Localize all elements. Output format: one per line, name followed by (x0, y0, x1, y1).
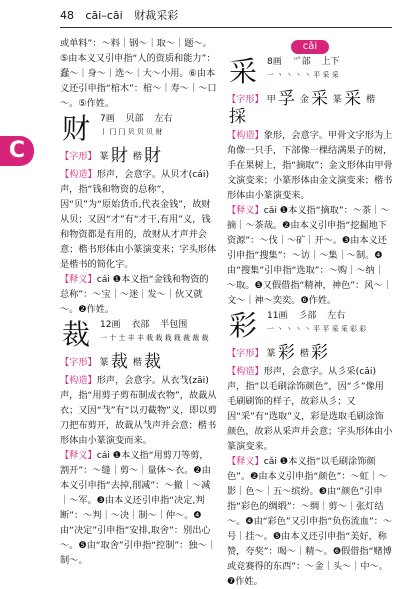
stroke-count: 7画 (100, 114, 115, 124)
stroke-order: 一 十 土 丰 丰 栽 栽 栽 栽 裁 裁 裁 (100, 334, 209, 342)
radical: 贝部 (125, 114, 144, 124)
headword-cai5: 彩 (229, 309, 258, 342)
gouzao-cai2: 【构造】形声，会意字。从贝才(cái)声，指“钱和物资的总称”，因“贝”为“原始货币,代表金钱”，故财从贝；又因“才”有“才干,有用”义，钱和物资都是有用的，故财从才声并会意；楷书形体由小篆演变来；字头形体是楷书的简化字。 (60, 169, 217, 270)
gouzao-cai4: 【构造】象形，会意字。甲骨文字形为上角像一只手，下部像一棵结满果子的树，手在果树上，指“摘取”；金文形体由甲骨文演变来；小篆形体由金文演变来；楷书形体由小篆演变来。 (227, 130, 393, 201)
seal-glyph: 財 (110, 146, 128, 166)
headword-cai3: 裁 (62, 318, 91, 351)
section-tag-gouzao: 【构造】 (227, 366, 264, 377)
pinyin-heading-row (227, 39, 393, 54)
section-tag-forms: 【字形】 (60, 151, 97, 162)
headword-cai4: 采 (229, 55, 258, 88)
section-tag-forms: 【字形】 (227, 94, 264, 105)
header-rule (60, 27, 392, 28)
stroke-count: 12画 (100, 320, 121, 330)
section-tag-gouzao: 【构造】 (60, 375, 97, 386)
section-tag-shiyi: 【释义】 (227, 205, 264, 216)
glyph-forms-cai3: 【字形】 篆 裁 楷 裁 (60, 352, 161, 372)
section-tag-shiyi: 【释义】 (227, 456, 264, 467)
regular-glyph: 裁 (143, 352, 161, 372)
oracle-glyph: 孚 (277, 89, 295, 109)
section-tag-forms: 【字形】 (227, 348, 264, 359)
gouzao-cai3: 【构造】形声，会意字。从衣𢦏(zāi)声，指“用剪子剪布制成衣物”，故裁从衣；又因“𢦏”有“以刃截物”义，即以剪刀把布剪开，故裁从𢦏声并会意；楷书形体由小篆演变而来。 (60, 375, 217, 446)
shiyi-cai5: 【释义】cǎi ❶本义指“以毛刷涂饰颜色”。❷由本义引申指“颜色”：～虹｜～影｜色～｜五～缤纷。❸由“颜色”引申指“彩色的绸缎”：～绸｜剪～｜张灯结～。❹由“彩色”又引申指“负伤流血”：～号｜挂～。❺由本义还引申指“美好，称赞，夸奖”：喝～｜精～。❻假借指“赌博或竞赛得的东西”：～金｜头～｜中～。❼作姓。 (227, 456, 393, 587)
gouzao-cai5: 【构造】形声，会意字。从彡采(cǎi)声，指“以毛刷涂饰颜色”，因“彡”像用毛刷刷饰的样子，故彩从彡；又因“采”有“选取”义，彩是选取毛刷涂饰颜色，故彩从采声并会意；字头形体由小篆演变来。 (227, 366, 393, 452)
stroke-count: 11画 (267, 311, 288, 321)
stroke-order: 丨 冂 冂 贝 贝 贝 财 (100, 128, 163, 136)
bronze-glyph: 采 (310, 89, 328, 109)
section-tag-gouzao: 【构造】 (60, 169, 97, 180)
section-tab-c[interactable]: C (0, 136, 34, 166)
seal-glyph: 采 (344, 89, 362, 109)
continued-entry-text: 或单料”：～料｜钢～｜取～｜题～。⑤由本义又引申指“人的资质和能力”：蠢～｜身～｜选～｜大～小用。⑥由本义还引申指“棺木”：棺～｜寿～｜～口～。⑤作姓。 (60, 38, 217, 109)
stroke-order: 一 丶 丶 丶 丶 平 采 采 (267, 71, 339, 79)
radical: 彡部 (298, 311, 317, 321)
regular-glyph: 採 (229, 107, 246, 127)
entry-head-cai5 (227, 309, 393, 342)
structure: 半包围 (160, 320, 188, 330)
pinyin-range: cāi–cāi (85, 9, 123, 22)
stroke-count: 8画 (267, 57, 282, 67)
seal-glyph: 彩 (277, 343, 295, 363)
left-column (60, 36, 217, 568)
seal-glyph: 裁 (110, 352, 128, 372)
shiyi-cai4: 【释义】cǎi ❶本义指“摘取”：～茶｜～摘｜～茶哉。❷由本义引申指“挖掘地下资源”：～伐｜～矿｜开～。❸由本义还引申指“搜集”：～访｜～集｜～制。❹由“搜集”引申指“选取”：～购｜～纳｜～取。❺又假借指“精神，神色”：风～｜文～｜神～奕奕。❻作姓。 (227, 205, 392, 306)
shiyi-cai3: 【释义】cái ❶本义指“用剪刀等剪，割开”：～缝｜剪～｜量体～衣。❷由本义引申指“去掉,削减”：～撤｜～减｜～军。❸由本义还引申指“决定,判断”：～判｜～决｜制～｜仲～。❹由“决定”引申指“安排,取舍”：别出心～。❺由“取舍”引申指“控制”：独～｜制～。 (60, 450, 216, 566)
radical: 爫部 (292, 57, 311, 67)
page-number: 48 (60, 9, 74, 22)
glyph-forms-cai4: 【字形】 甲 孚 金 采 篆 采 楷採 (227, 89, 376, 127)
headword-cai2: 财 (62, 112, 91, 145)
entry-meta-cai2 (100, 113, 181, 125)
glyph-forms-cai5: 【字形】 篆 彩 楷 彩 (227, 343, 328, 363)
shiyi-cai2: 【释义】cái ❶本义指“金钱和物资的总称”：～宝｜～迷｜发～｜伙又就～。❷作姓。 (60, 274, 209, 315)
section-tag-forms: 【字形】 (60, 357, 97, 368)
entry-meta-cai5 (267, 310, 353, 322)
section-tag-shiyi: 【释义】 (60, 450, 97, 461)
radical: 衣部 (131, 320, 150, 330)
entry-meta-cai4 (267, 56, 348, 68)
section-tag-gouzao: 【构造】 (227, 130, 264, 141)
structure: 左右 (327, 311, 346, 321)
regular-glyph: 彩 (310, 343, 328, 363)
glyph-forms-cai2: 【字形】 篆 財 楷 財 (60, 146, 161, 166)
entry-head-cai4 (227, 55, 393, 88)
regular-glyph: 財 (143, 146, 161, 166)
entry-head-cai2 (60, 112, 217, 145)
structure: 上下 (321, 57, 340, 67)
structure: 左右 (154, 114, 173, 124)
page-header (60, 8, 392, 24)
header-characters: 财裁采彩 (134, 9, 179, 22)
stroke-order: 一 丶 丶 丶 丶 平 平 采 采 彩 彩 (267, 325, 367, 333)
pinyin-heading-pill[interactable]: cǎi (291, 40, 329, 54)
section-tag-shiyi: 【释义】 (60, 274, 97, 285)
entry-head-cai3 (60, 318, 217, 351)
entry-meta-cai3 (100, 319, 195, 331)
right-column (227, 36, 393, 589)
